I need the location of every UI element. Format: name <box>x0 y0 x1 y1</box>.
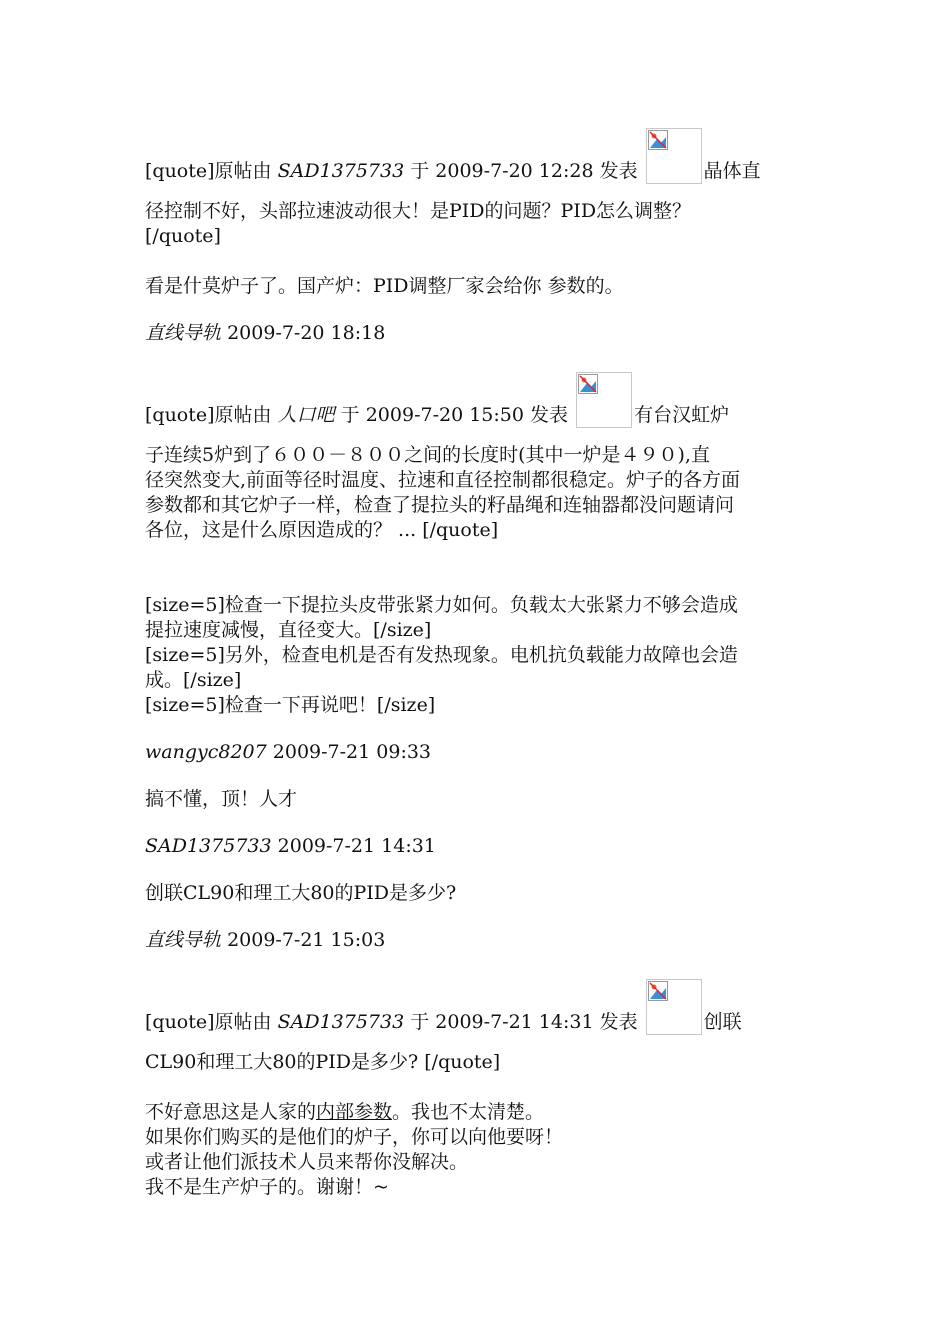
reply-text: 搞不懂，顶！人才 <box>145 788 298 810</box>
quote-block-2 <box>145 368 810 543</box>
quote-close: [/quote] <box>145 225 221 247</box>
reply-text: 看是什莫炉子了。国产炉：PID调整厂家会给你 参数的。 <box>145 275 624 297</box>
quote-line: 径控制不好，头部拉速波动很大！是PID的问题？PID怎么调整？ <box>145 200 692 222</box>
broken-image-icon <box>576 372 632 428</box>
signature-name[interactable]: wangyc8207 <box>145 741 267 763</box>
quote-line: CL90和理工大80的PID是多少? [/quote] <box>145 1051 501 1073</box>
quote-tail: 创联 <box>703 1011 742 1033</box>
post-signature <box>145 740 810 765</box>
quote-open: [quote]原帖由 <box>145 404 272 426</box>
broken-image-icon <box>646 979 702 1035</box>
quote-open: [quote]原帖由 <box>145 1011 272 1033</box>
reply-body <box>145 1100 810 1200</box>
post-signature <box>145 321 810 346</box>
reply-line: 我不是生产炉子的。谢谢！~ <box>145 1176 389 1198</box>
reply-line: [size=5]检查一下提拉头皮带张紧力如何。负载太大张紧力不够会造成 <box>145 594 738 616</box>
quote-block-3 <box>145 975 810 1075</box>
signature-time: 2009-7-21 09:33 <box>272 741 432 763</box>
inner-params-link[interactable]: 内部参数 <box>316 1101 393 1123</box>
signature-name[interactable]: SAD1375733 <box>145 835 272 857</box>
quote-yu: 于 <box>410 1011 430 1033</box>
quote-fabiao: 发表 <box>599 1011 638 1033</box>
quote-line: 参数都和其它炉子一样，检查了提拉头的籽晶绳和连轴器都没问题请问 <box>145 494 735 516</box>
signature-time: 2009-7-21 14:31 <box>277 835 436 857</box>
quote-yu: 于 <box>410 160 430 182</box>
signature-name[interactable]: 直线导轨 <box>145 322 222 344</box>
quote-line: 各位，这是什么原因造成的？ ... [/quote] <box>145 519 499 541</box>
reply-body <box>145 593 810 718</box>
reply-line: 如果你们购买的是他们的炉子，你可以向他要呀！ <box>145 1126 564 1148</box>
quote-open: [quote]原帖由 <box>145 160 272 182</box>
reply-text-pre: 不好意思这是人家的 <box>145 1101 317 1123</box>
reply-line: [size=5]另外，检查电机是否有发热现象。电机抗负载能力故障也会造 <box>145 644 738 666</box>
signature-name[interactable]: 直线导轨 <box>145 929 222 951</box>
post-signature <box>145 928 810 953</box>
quote-block-1 <box>145 124 810 249</box>
reply-line: 或者让他们派技术人员来帮你没解决。 <box>145 1151 469 1173</box>
quote-yu: 于 <box>340 404 360 426</box>
signature-time: 2009-7-21 15:03 <box>227 929 386 951</box>
quote-datetime: 2009-7-21 14:31 <box>435 1011 594 1033</box>
quote-line: 径突然变大,前面等径时温度、拉速和直径控制都很稳定。炉子的各方面 <box>145 469 741 491</box>
quote-tail: 有台汉虹炉 <box>634 404 730 426</box>
quote-tail: 晶体直 <box>703 160 761 182</box>
reply-line: 提拉速度减慢，直径变大。[/size] <box>145 619 432 641</box>
quote-datetime: 2009-7-20 12:28 <box>435 160 594 182</box>
reply-line <box>145 1100 810 1125</box>
reply-text-post: 。我也不太清楚。 <box>392 1101 545 1123</box>
quote-fabiao: 发表 <box>530 404 569 426</box>
signature-time: 2009-7-20 18:18 <box>227 322 386 344</box>
quote-fabiao: 发表 <box>599 160 638 182</box>
quote-author[interactable]: 人口吧 <box>277 404 335 426</box>
reply-line: [size=5]检查一下再说吧！[/size] <box>145 694 436 716</box>
quote-line: 子连续5炉到了６００－８００之间的长度时(其中一炉是４９０),直 <box>145 444 710 466</box>
quote-author[interactable]: SAD1375733 <box>277 1011 405 1033</box>
broken-image-icon <box>646 128 702 184</box>
quote-author[interactable]: SAD1375733 <box>277 160 405 182</box>
quote-datetime: 2009-7-20 15:50 <box>365 404 524 426</box>
post-signature <box>145 834 810 859</box>
reply-line: 成。[/size] <box>145 669 242 691</box>
reply-text: 创联CL90和理工大80的PID是多少? <box>145 882 457 904</box>
